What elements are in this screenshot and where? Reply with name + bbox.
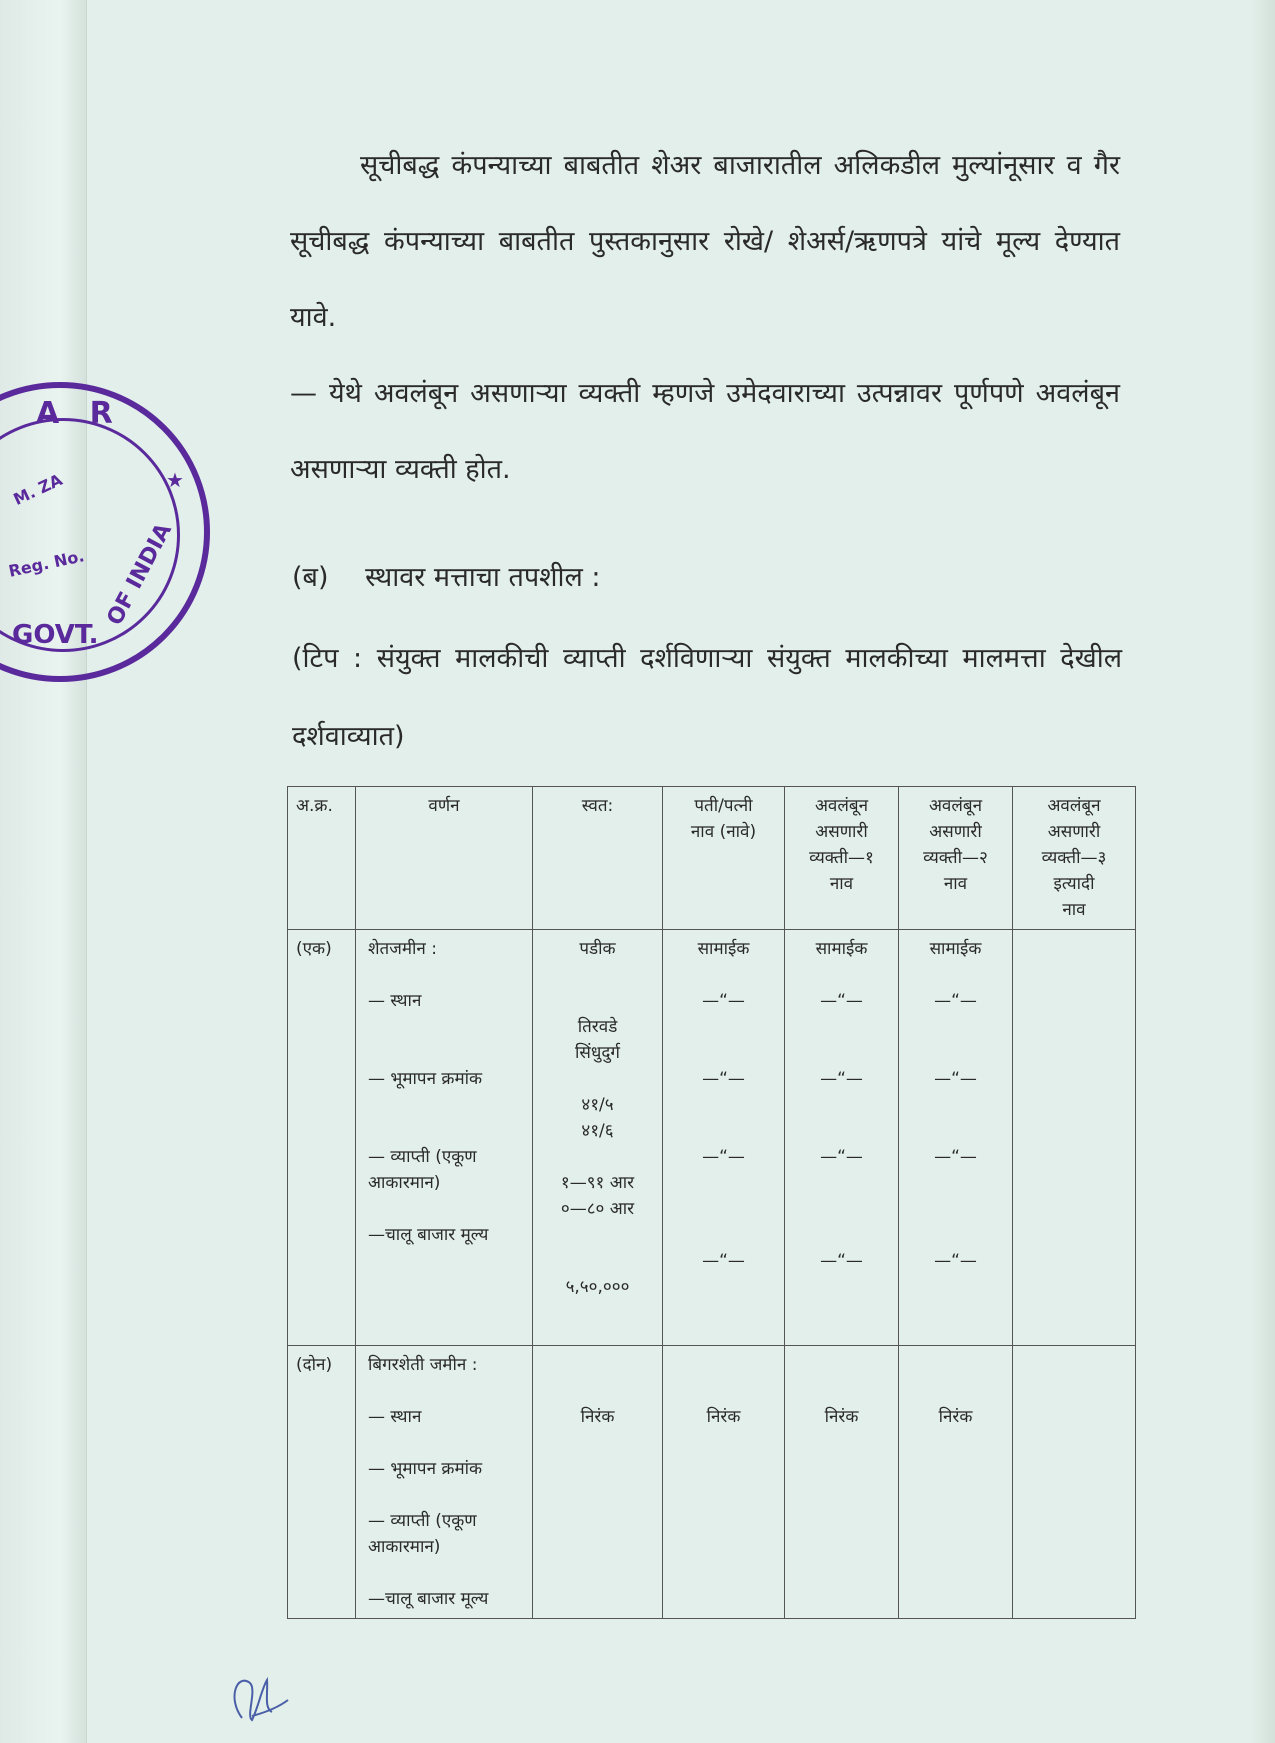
stamp-reg-text: Reg. No. xyxy=(6,546,86,581)
row1-dependent-3 xyxy=(1013,930,1136,1346)
row2-dependent-3 xyxy=(1013,1346,1136,1619)
table-row-agricultural-land xyxy=(288,930,1136,1346)
section-b-title: स्थावर मत्ताचा तपशील : xyxy=(365,562,601,593)
row2-spouse: निरंक xyxy=(663,1346,785,1619)
header-spouse: पती/पत्नी नाव (नावे) xyxy=(663,787,785,930)
official-stamp xyxy=(0,382,210,682)
row1-dependent-2: सामाईक —“— —“— —“— —“— xyxy=(899,930,1013,1346)
row2-description: बिगरशेती जमीन : — स्थान — भूमापन क्रमांक — व्याप्ती (एकूण आकारमान) —चालू बाजार मूल्य xyxy=(356,1346,533,1619)
header-description: वर्णन xyxy=(356,787,533,930)
header-dependent-3: अवलंबून असणारी व्यक्ती—३ इत्यादी नाव xyxy=(1013,787,1136,930)
page-fold xyxy=(0,0,87,1743)
row2-dependent-2: निरंक xyxy=(899,1346,1013,1619)
row1-dependent-1: सामाईक —“— —“— —“— —“— xyxy=(785,930,899,1346)
header-dependent-1: अवलंबून असणारी व्यक्ती—१ नाव xyxy=(785,787,899,930)
stamp-india-text: OF INDIA xyxy=(102,519,177,630)
table-header-row xyxy=(288,787,1136,930)
immovable-assets-table xyxy=(287,786,1136,1619)
section-b-label: (ब) xyxy=(292,562,329,593)
signature-initials xyxy=(222,1668,292,1728)
intro-paragraphs xyxy=(290,128,1120,508)
header-serial: अ.क्र. xyxy=(288,787,356,930)
header-dependent-2: अवलंबून असणारी व्यक्ती—२ नाव xyxy=(899,787,1013,930)
row1-serial: (एक) xyxy=(288,930,356,1346)
row1-spouse: सामाईक —“— —“— —“— —“— xyxy=(663,930,785,1346)
row2-self: निरंक xyxy=(533,1346,663,1619)
row2-dependent-1: निरंक xyxy=(785,1346,899,1619)
section-b-heading xyxy=(292,557,601,594)
stamp-bottom-text: GOVT. xyxy=(12,620,99,650)
stamp-top-text: A R xyxy=(36,396,123,431)
table-row-non-agricultural-land xyxy=(288,1346,1136,1619)
header-self: स्वत: xyxy=(533,787,663,930)
page-edge xyxy=(1251,0,1275,1743)
paragraph-dependents: — येथे अवलंबून असणाऱ्या व्यक्ती म्हणजे उमेदवाराच्या उत्पन्नावर पूर्णपणे अवलंबून असणाऱ्या व्यक्ती होत. xyxy=(290,378,1120,485)
row2-serial: (दोन) xyxy=(288,1346,356,1619)
paragraph-valuation: सूचीबद्ध कंपन्याच्या बाबतीत शेअर बाजारातील अलिकडील मुल्यांनूसार व गैर सूचीबद्ध कंपन्याच्या बाबतीत पुस्तकानुसार रोखे/ शेअर्स/ऋणपत्रे यांचे मूल्य देण्यात यावे. xyxy=(290,150,1120,333)
stamp-name-text: M. ZA xyxy=(10,469,66,510)
section-b-note: (टिप : संयुक्त मालकीची व्याप्ती दर्शविणाऱ्या संयुक्त मालकीच्या मालमत्ता देखील दर्शवाव्यात) xyxy=(292,643,1122,752)
row1-self: पडीक तिरवडे सिंधुदुर्ग ४१/५ ४१/६ १—९१ आर ०—८० आर ५,५०,००० xyxy=(533,930,663,1346)
star-icon: ★ xyxy=(166,468,184,492)
row1-description: शेतजमीन : — स्थान — भूमापन क्रमांक — व्याप्ती (एकूण आकारमान) —चालू बाजार मूल्य xyxy=(356,930,533,1346)
